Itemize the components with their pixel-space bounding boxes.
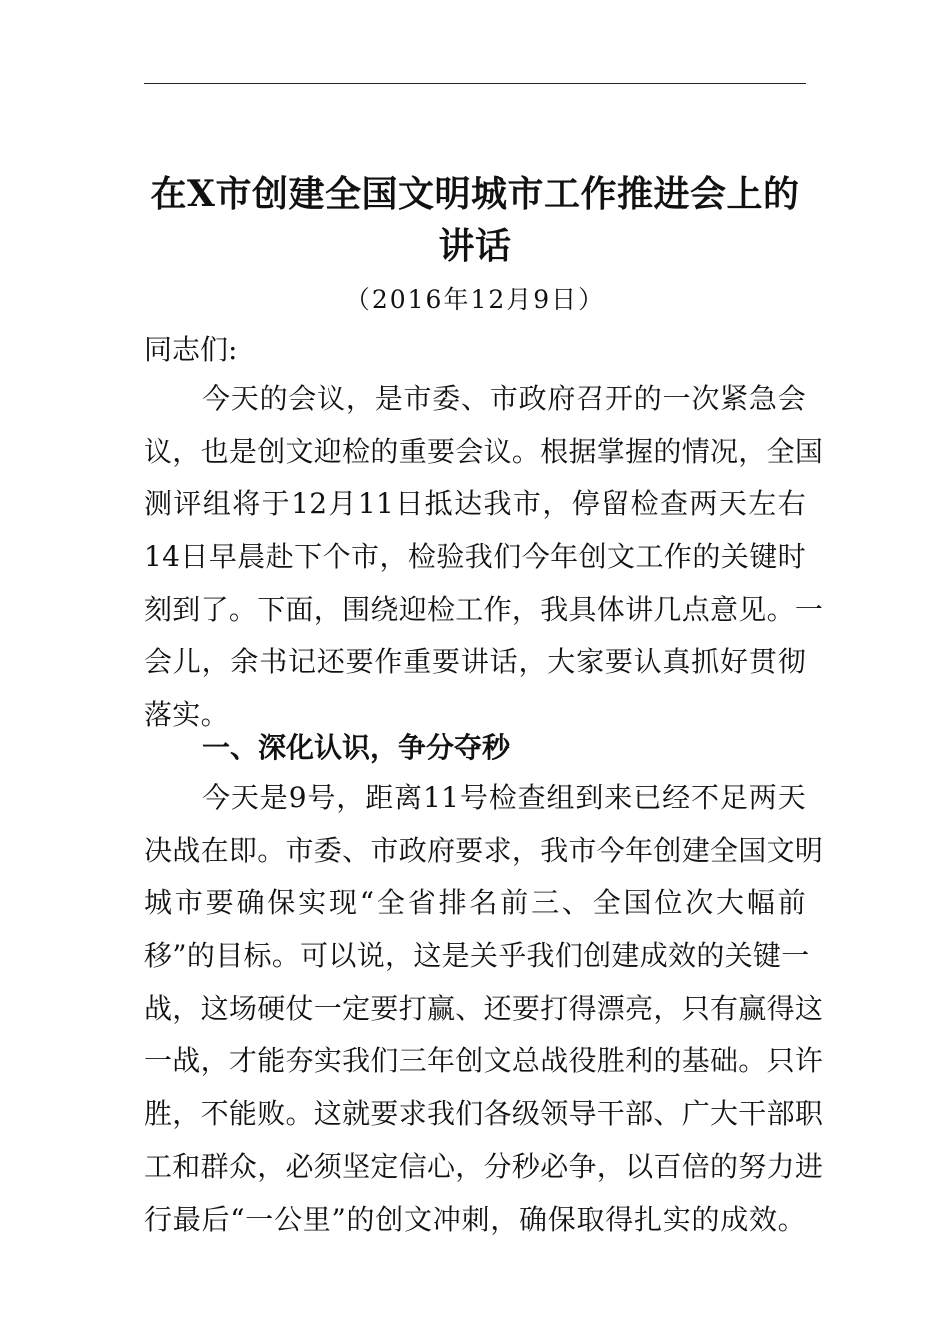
paragraph-1 [144, 373, 824, 742]
title-line-1: 在X市创建全国文明城市工作推进会上的 [150, 173, 800, 215]
paragraph-line: 移”的目标。可以说，这是关乎我们创建成效的关键一 [144, 939, 810, 973]
paragraph-2 [144, 772, 824, 1246]
section-heading: 一、深化认识，争分夺秒 [202, 731, 511, 764]
title-line-2: 讲话 [438, 225, 512, 267]
paragraph-line: 工和群众，必须坚定信心，分秒必争，以百倍的努力进 [144, 1149, 824, 1183]
salutation: 同志们: [144, 333, 238, 366]
paragraph-line: 会儿，余书记还要作重要讲话，大家要认真抓好贯彻 [144, 645, 806, 679]
document-date: （2016年12月9日） [344, 285, 606, 314]
paragraph-line: 今天是9号，距离11号检查组到来已经不足两天 [202, 781, 806, 814]
paragraph-line: 落实。 [144, 698, 229, 732]
paragraph-line: 议，也是创文迎检的重要会议。根据掌握的情况，全国 [144, 434, 824, 468]
header-rule [144, 83, 806, 84]
paragraph-line: 行最后“一公里”的创文冲刺，确保取得扎实的成效。 [144, 1202, 806, 1236]
paragraph-line: 决战在即。市委、市政府要求，我市今年创建全国文明 [144, 833, 824, 867]
paragraph-line: 今天的会议，是市委、市政府召开的一次紧急会 [202, 382, 806, 415]
paragraph-line: 一战，才能夯实我们三年创文总战役胜利的基础。只许 [144, 1044, 824, 1078]
paragraph-line: 胜，不能败。这就要求我们各级领导干部、广大干部职 [144, 1097, 824, 1131]
paragraph-line: 刻到了。下面，围绕迎检工作，我具体讲几点意见。一 [144, 592, 824, 626]
paragraph-line: 城市要确保实现“全省排名前三、全国位次大幅前 [144, 886, 806, 920]
paragraph-line: 14日早晨赴下个市，检验我们今年创文工作的关键时 [144, 540, 806, 574]
document-title [144, 168, 806, 272]
paragraph-line: 战，这场硬仗一定要打赢、还要打得漂亮，只有赢得这 [144, 991, 824, 1025]
paragraph-line: 测评组将于12月11日抵达我市，停留检查两天左右 [144, 487, 806, 521]
